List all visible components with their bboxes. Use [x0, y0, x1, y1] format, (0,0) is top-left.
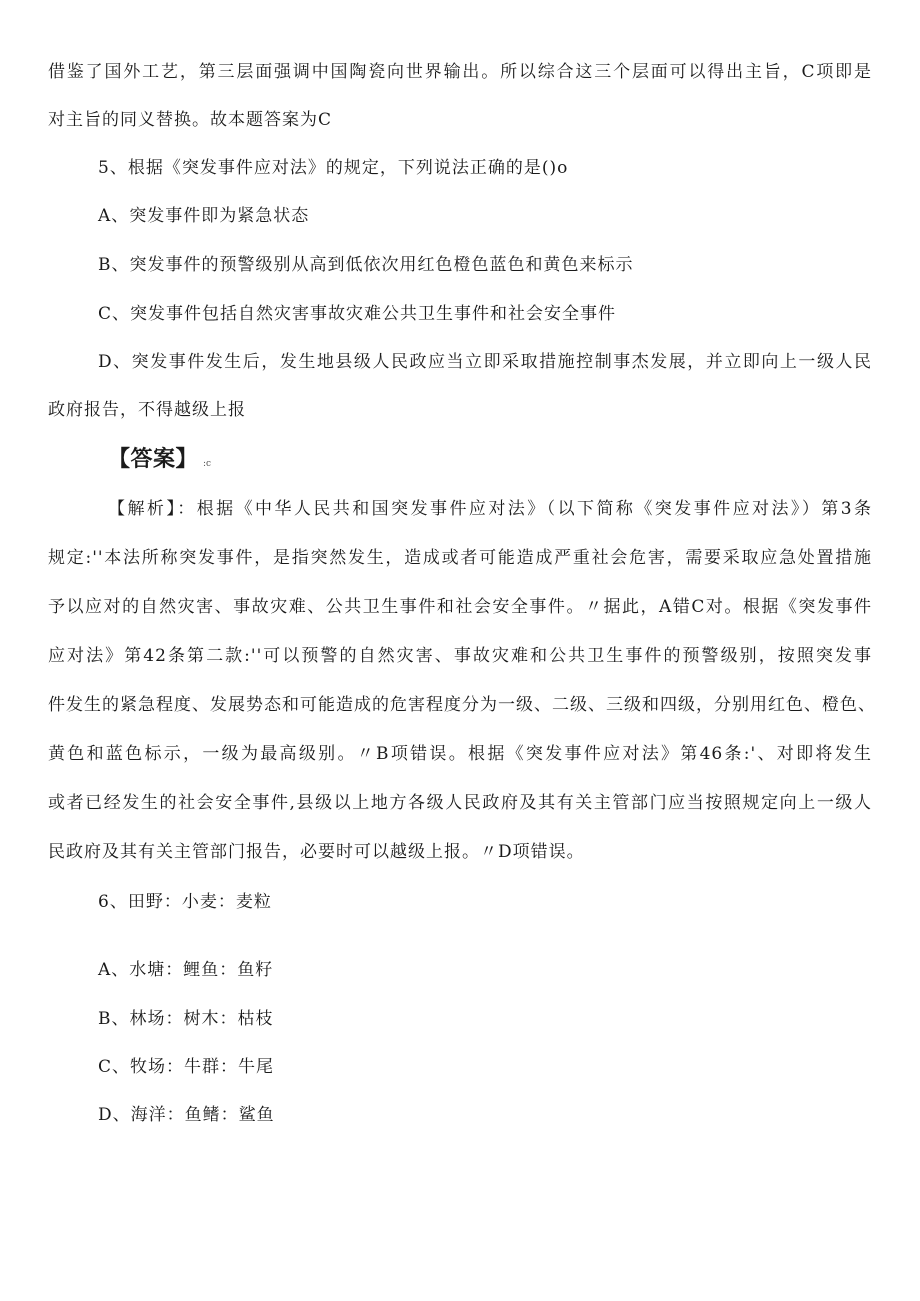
question-5-option-d-line-2: 政府报告，不得越级上报	[48, 400, 246, 420]
question-6-option-c: C、牧场：牛群：牛尾	[98, 1057, 275, 1077]
intro-text-line-1: 借鉴了国外工艺，第三层面强调中国陶瓷向世界输出。所以综合这三个层面可以得出主旨，C项即是	[48, 62, 872, 82]
analysis-line-7: 或者已经发生的社会安全事件,县级以上地方各级人民政府及其有关主管部门应当按照规定向上一级人	[48, 793, 872, 813]
question-5-option-b: B、突发事件的预警级别从高到低依次用红色橙色蓝色和黄色来标示	[98, 255, 634, 275]
question-6-stem: 6、田野：小麦：麦粒	[98, 892, 272, 912]
question-5-option-d-line-1: D、突发事件发生后，发生地县级人民政应当立即采取措施控制事杰发展，并立即向上一级人民	[98, 352, 872, 372]
analysis-line-5: 件发生的紧急程度、发展势态和可能造成的危害程度分为一级、二级、三级和四级，分别用红色、橙色、	[48, 695, 876, 715]
answer-mark: :c	[203, 459, 212, 469]
question-5-option-c: C、突发事件包括自然灾害事故灾难公共卫生事件和社会安全事件	[98, 304, 617, 324]
answer-heading: 【答案】	[108, 447, 199, 472]
question-6-option-b: B、林场：树木：枯枝	[98, 1009, 274, 1029]
intro-text-line-2: 对主旨的同义替换。故本题答案为C	[48, 110, 333, 130]
analysis-line-6: 黄色和蓝色标示，一级为最高级别。〃B项错误。根据《突发事件应对法》第46条:'、对即将发生	[48, 744, 872, 764]
analysis-line-1: 【解析】：根据《中华人民共和国突发事件应对法》（以下简称《突发事件应对法》）第3条	[108, 499, 872, 519]
question-6-option-d: D、海洋：鱼鳍：鲨鱼	[98, 1105, 275, 1125]
analysis-line-2: 规定:''本法所称突发事件，是指突然发生，造成或者可能造成严重社会危害，需要采取应急处置措施	[48, 548, 872, 568]
analysis-line-3: 予以应对的自然灾害、事故灾难、公共卫生事件和社会安全事件。〃据此，A错C对。根据《突发事件	[48, 597, 872, 617]
question-5-stem: 5、根据《突发事件应对法》的规定，下列说法正确的是()o	[98, 158, 569, 178]
question-6-option-a: A、水塘：鲤鱼：鱼籽	[98, 960, 274, 980]
analysis-line-4: 应对法》第42条第二款:''可以预警的自然灾害、事故灾难和公共卫生事件的预警级别，按照突发事	[48, 646, 872, 666]
analysis-line-8: 民政府及其有关主管部门报告，必要时可以越级上报。〃D项错误。	[48, 842, 585, 862]
question-5-option-a: A、突发事件即为紧急状态	[98, 206, 310, 226]
